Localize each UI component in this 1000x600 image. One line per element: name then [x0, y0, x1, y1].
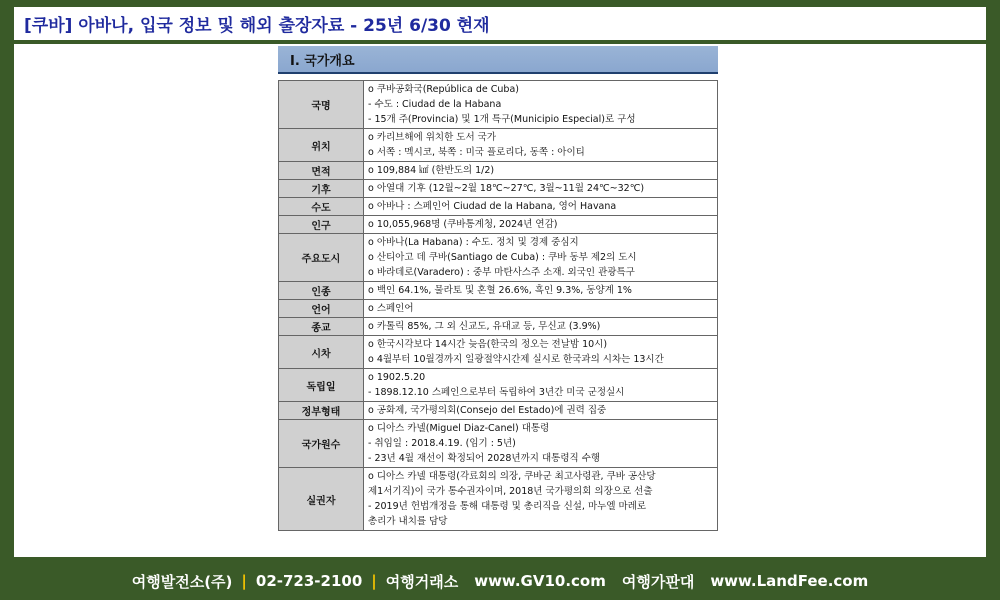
- row-label: 기후: [279, 180, 364, 198]
- row-value-line: ο 10,055,968명 (쿠바통계청, 2024년 연감): [368, 219, 558, 230]
- table-row: [279, 420, 718, 468]
- row-value-line: 총리가 내치를 담당: [368, 516, 448, 527]
- row-value: [364, 162, 718, 180]
- country-overview-table: [278, 80, 718, 531]
- row-value: [364, 81, 718, 129]
- row-value-line: ο 아열대 기후 (12월~2월 18℃~27℃, 3월~11월 24℃~32℃): [368, 183, 645, 194]
- row-value: [364, 216, 718, 234]
- table-row: [279, 318, 718, 336]
- table-row: [279, 402, 718, 420]
- row-label: 종교: [279, 318, 364, 336]
- footer-site2-label: 여행가판대: [621, 572, 695, 591]
- row-label: 위치: [279, 129, 364, 162]
- section-title: Ⅰ. 국가개요: [290, 53, 355, 69]
- table-row: [279, 180, 718, 198]
- row-label: 수도: [279, 198, 364, 216]
- footer-site2-url[interactable]: www.LandFee.com: [710, 572, 869, 590]
- row-label: 독립일: [279, 369, 364, 402]
- row-label: 실권자: [279, 468, 364, 531]
- table-row: [279, 129, 718, 162]
- row-value: [364, 180, 718, 198]
- row-value-line: ο 디아스 카넬 대통령(각료회의 의장, 쿠바군 최고사령관, 쿠바 공산당: [368, 471, 656, 482]
- table-row: [279, 198, 718, 216]
- table-row: [279, 81, 718, 129]
- row-value: [364, 318, 718, 336]
- row-value-line: ο 공화제, 국가평의회(Consejo del Estado)에 권력 집중: [368, 405, 607, 416]
- row-value: [364, 300, 718, 318]
- footer-bar: [0, 566, 1000, 596]
- row-value-line: ο 쿠바공화국(República de Cuba): [368, 84, 519, 95]
- footer-site1-url[interactable]: www.GV10.com: [474, 572, 606, 590]
- row-value-line: - 취임일 : 2018.4.19. (임기 : 5년): [368, 438, 516, 449]
- footer-separator: |: [241, 572, 247, 590]
- row-label: 정부형태: [279, 402, 364, 420]
- row-value-line: ο 백인 64.1%, 물라토 및 혼혈 26.6%, 흑인 9.3%, 동양계 1%: [368, 285, 632, 296]
- row-value-line: ο 서쪽 : 멕시코, 북쪽 : 미국 플로리다, 동쪽 : 아이티: [368, 147, 585, 158]
- table-row: [279, 282, 718, 300]
- row-value-line: ο 디아스 카넬(Miguel Diaz-Canel) 대통령: [368, 423, 550, 434]
- row-value: [364, 336, 718, 369]
- row-value-line: - 1898.12.10 스페인으로부터 독립하여 3년간 미국 군정실시: [368, 387, 625, 398]
- row-label: 언어: [279, 300, 364, 318]
- row-value-line: ο 카톨릭 85%, 그 외 신교도, 유대교 등, 무신교 (3.9%): [368, 321, 601, 332]
- row-value-line: ο 1902.5.20: [368, 372, 426, 383]
- row-label: 시차: [279, 336, 364, 369]
- row-value: [364, 129, 718, 162]
- row-label: 면적: [279, 162, 364, 180]
- row-value-line: ο 스페인어: [368, 303, 414, 314]
- section-header: [278, 46, 718, 74]
- row-value: [364, 282, 718, 300]
- row-value-line: ο 한국시각보다 14시간 늦음(한국의 정오는 전날밤 10시): [368, 339, 608, 350]
- table-row: [279, 369, 718, 402]
- row-value: [364, 234, 718, 282]
- row-value-line: - 23년 4월 재선이 확정되어 2028년까지 대통령직 수행: [368, 453, 601, 464]
- row-label: 국명: [279, 81, 364, 129]
- row-value: [364, 468, 718, 531]
- table-row: [279, 234, 718, 282]
- content-panel: [14, 44, 986, 557]
- row-value: [364, 198, 718, 216]
- row-value-line: ο 109,884 ㎢ (한반도의 1/2): [368, 165, 495, 176]
- row-value-line: - 15개 주(Provincia) 및 1개 특구(Municipio Especial)로 구성: [368, 114, 636, 125]
- page-title: [쿠바] 아바나, 입국 정보 및 해외 출장자료 - 25년 6/30 현재: [24, 16, 490, 36]
- row-value: [364, 420, 718, 468]
- row-value-line: ο 4월부터 10월경까지 일광절약시간제 실시로 한국과의 시차는 13시간: [368, 354, 664, 365]
- row-label: 인종: [279, 282, 364, 300]
- row-value-line: ο 아바나(La Habana) : 수도. 정치 및 경제 중심지: [368, 237, 579, 248]
- row-value-line: ο 산티아고 데 쿠바(Santiago de Cuba) : 쿠바 동부 제2의 도시: [368, 252, 637, 263]
- footer-separator: |: [371, 572, 377, 590]
- table-row: [279, 162, 718, 180]
- row-value: [364, 369, 718, 402]
- row-value-line: 제1서기직)이 국가 통수권자이며, 2018년 국가평의회 의장으로 선출: [368, 486, 653, 497]
- row-value-line: ο 아바나 : 스페인어 Ciudad de la Habana, 영어 Havana: [368, 201, 617, 212]
- table-row: [279, 336, 718, 369]
- row-value-line: ο 카리브해에 위치한 도서 국가: [368, 132, 497, 143]
- row-label: 국가원수: [279, 420, 364, 468]
- footer-phone: 02-723-2100: [255, 572, 363, 590]
- table-row: [279, 468, 718, 531]
- row-value-line: ο 바라데로(Varadero) : 중부 마탄사스주 소재. 외국인 관광특구: [368, 267, 635, 278]
- row-label: 주요도시: [279, 234, 364, 282]
- row-value-line: - 2019년 헌법개정을 통해 대통령 및 총리직을 신설, 마누엘 마레로: [368, 501, 647, 512]
- footer-company: 여행발전소(주): [131, 572, 233, 591]
- row-value-line: - 수도 : Ciudad de la Habana: [368, 99, 502, 110]
- table-row: [279, 300, 718, 318]
- row-value: [364, 402, 718, 420]
- document-page: [278, 46, 718, 531]
- title-bar: [14, 7, 986, 40]
- footer-site1-label: 여행거래소: [385, 572, 459, 591]
- table-row: [279, 216, 718, 234]
- row-label: 인구: [279, 216, 364, 234]
